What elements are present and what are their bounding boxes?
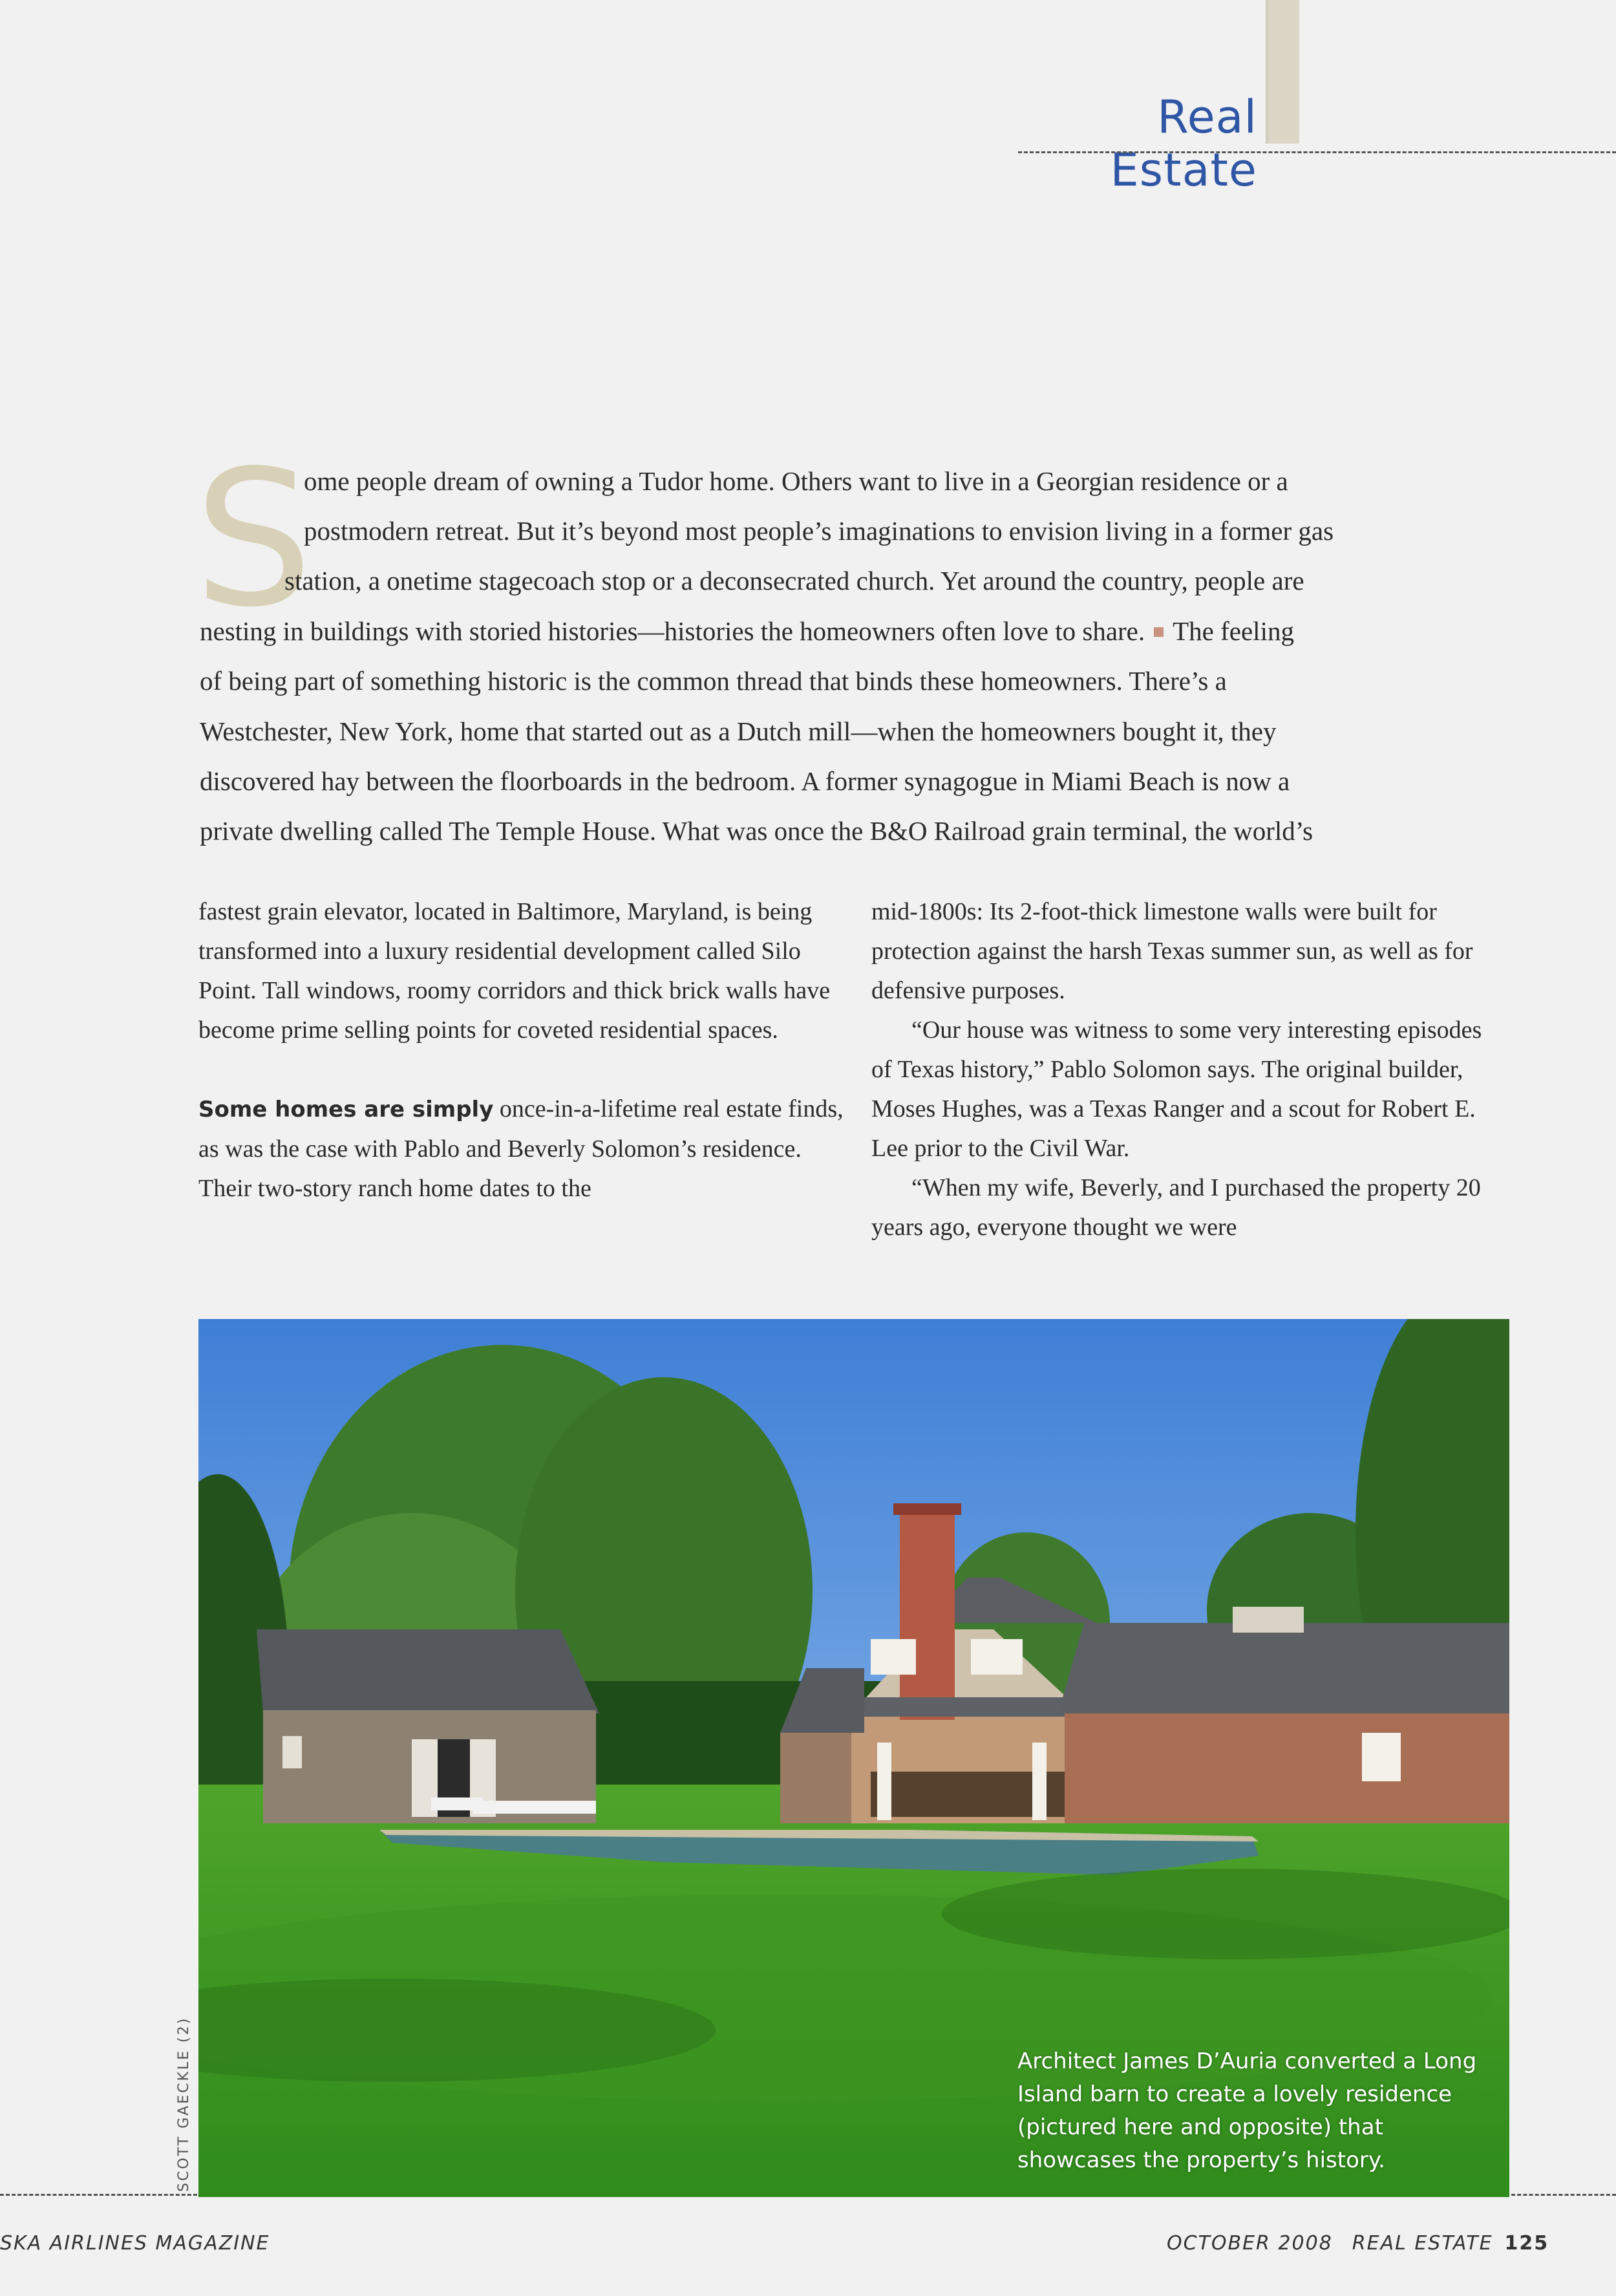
- right-paragraph-1: mid-1800s: Its 2-foot-thick limestone walls were built for protection against the harsh Texas summer sun, as well as for defensive purposes.: [871, 898, 1473, 1004]
- intro-line-4-text: nesting in buildings with storied histories—histories the homeowners often love to share.: [200, 616, 1145, 646]
- section-break-bullet: [1154, 627, 1164, 637]
- intro-line-7: discovered hay between the floorboards in the bedroom. A former synagogue in Miami Beach is now a: [200, 766, 1290, 796]
- right-paragraph-3: “When my wife, Beverly, and I purchased the property 20 years ago, everyone thought we were: [871, 1174, 1481, 1241]
- footer-magazine-name: SKA AIRLINES MAGAZINE: [0, 2232, 270, 2255]
- intro-line-1: ome people dream of owning a Tudor home. Others want to live in a Georgian residence or a: [304, 466, 1288, 496]
- footer-folio: [1167, 2232, 1549, 2255]
- section-title-bar-edge: [1266, 0, 1268, 144]
- footer-dashed-rule-right: [1511, 2194, 1616, 2196]
- section-title-bar: [1266, 0, 1299, 144]
- photo-caption: Architect James D’Auria converted a Long Island barn to create a lovely residence (pictured here and opposite) that showcases the property’s history.: [1017, 2048, 1477, 2173]
- left-paragraph-2: [198, 1089, 845, 1208]
- footer-section: REAL ESTATE: [1352, 2232, 1493, 2255]
- intro-line-8: private dwelling called The Temple House. What was once the B&O Railroad grain terminal, the world’s: [200, 816, 1313, 846]
- footer-date: OCTOBER 2008: [1167, 2232, 1333, 2255]
- left-column: [198, 892, 845, 1208]
- right-paragraph-2: “Our house was witness to some very interesting episodes of Texas history,” Pablo Solomon says. The original builder, Moses Hughes, was a Texas Ranger and a scout for Robert E. Lee prior to the Civil War.: [871, 1016, 1482, 1162]
- page-number: 125: [1504, 2232, 1549, 2255]
- intro-line-3: station, a onetime stagecoach stop or a deconsecrated church. Yet around the country, people are: [284, 566, 1304, 595]
- drop-cap: S: [194, 431, 314, 649]
- intro-line-2: postmodern retreat. But it’s beyond most people’s imaginations to envision living in a former gas: [304, 516, 1334, 546]
- intro-line-4-continuation: The feeling: [1173, 616, 1294, 646]
- footer-dashed-rule-left: [0, 2194, 197, 2196]
- intro-line-4: [200, 606, 1294, 656]
- header-dashed-rule: [1018, 151, 1616, 153]
- right-column: [871, 892, 1508, 1247]
- left-paragraph-1: fastest grain elevator, located in Baltimore, Maryland, is being transformed into a luxury residential development called Silo Point. Tall windows, roomy corridors and thick brick walls have become prime selling points for coveted residential spaces.: [198, 898, 831, 1044]
- photo-credit: SCOTT GAECKLE (2): [176, 2016, 192, 2192]
- intro-line-6: Westchester, New York, home that started out as a Dutch mill—when the homeowners bought it, they: [200, 716, 1277, 746]
- intro-line-5: of being part of something historic is the common thread that binds these homeowners. There’s a: [200, 666, 1227, 696]
- section-title: Real Estate: [1110, 91, 1257, 197]
- lead-in-bold: Some homes are simply: [198, 1097, 494, 1122]
- left-paragraph-2-text: once-in-a-lifetime real estate finds, as was the case with Pablo and Beverly Solomon’s residence. Their two-story ranch home dates to the: [198, 1095, 844, 1202]
